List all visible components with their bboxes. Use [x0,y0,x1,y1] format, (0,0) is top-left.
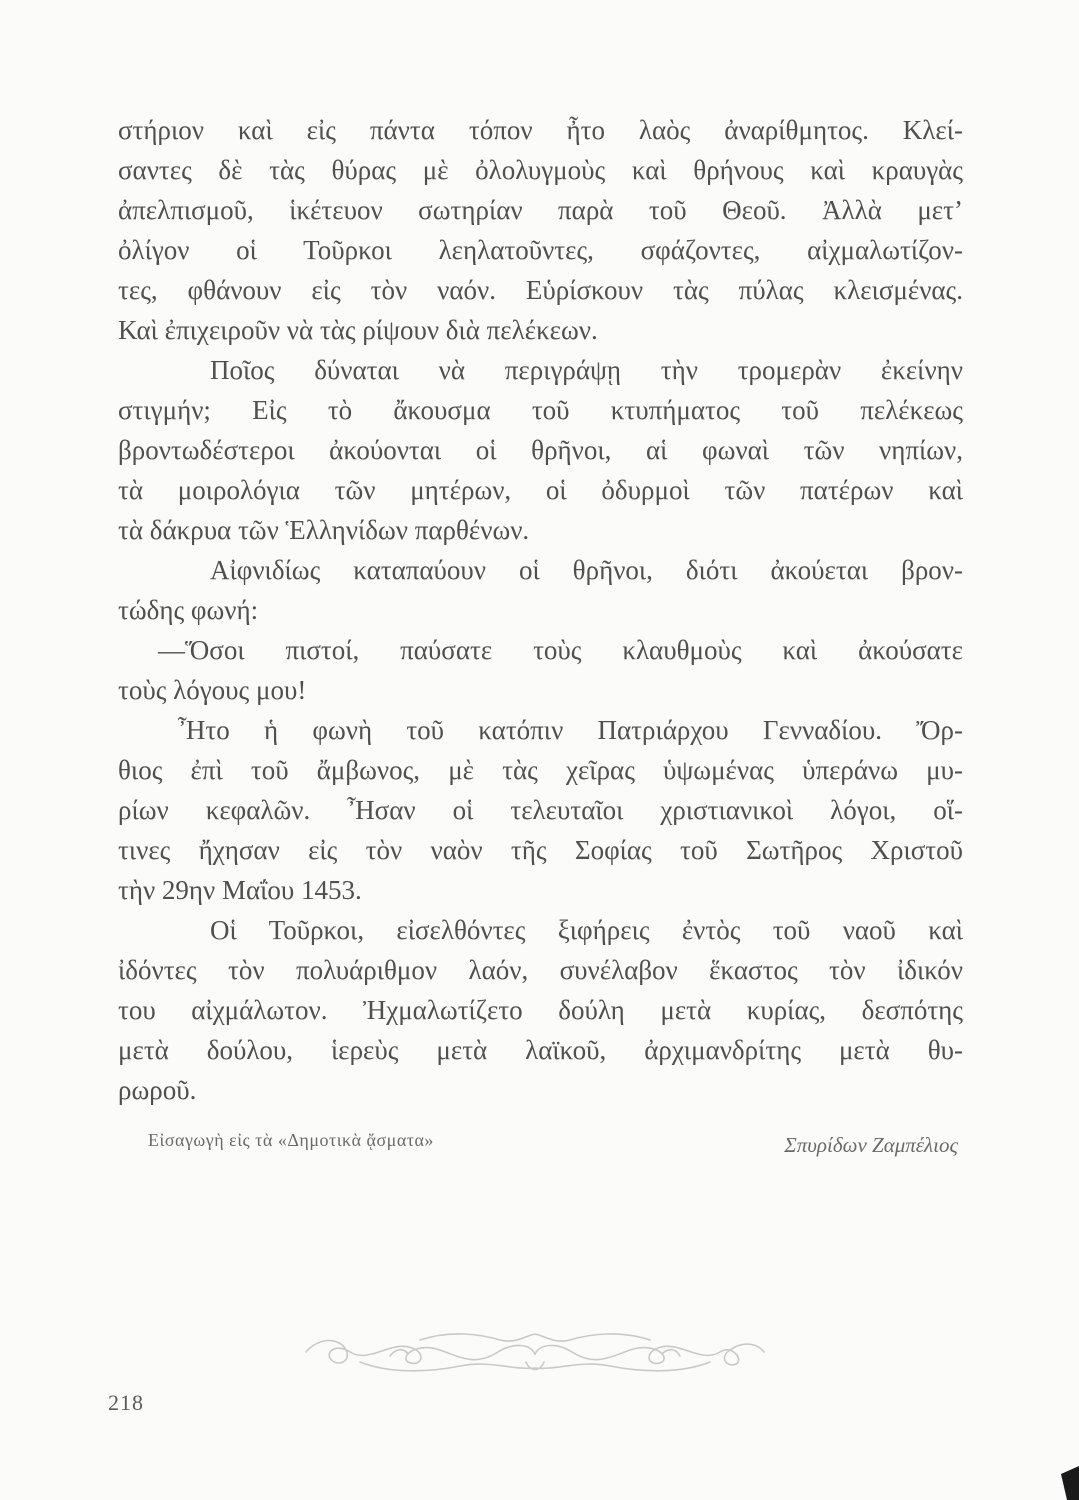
source-attribution [148,1124,958,1156]
text-line: —Ὅσοι πιστοί, παύσατε τοὺς κλαυθμοὺς καὶ ἀκούσατε [158,635,963,665]
text-line: ὀλίγον οἱ Τοῦρκοι λεηλατοῦντες, σφάζοντες, αἰχμαλωτίζον- [118,235,963,265]
text-line: μετὰ δούλου, ἱερεὺς μετὰ λαϊκοῦ, ἀρχιμανδρίτης μετὰ θυ- [118,1035,963,1065]
scan-edge-mark [1059,1460,1079,1500]
text-line: του αἰχμάλωτον. Ἠχμαλωτίζετο δούλη μετὰ κυρίας, δεσπότης [118,995,963,1025]
text-line: στήριον καὶ εἰς πάντα τόπον ἦτο λαὸς ἀναρίθμητος. Κλεί- [118,115,963,145]
text-line: ρίων κεφαλῶν. Ἦσαν οἱ τελευταῖοι χριστιανικοὶ λόγοι, οἵ- [118,795,963,825]
dialogue-paragraph [118,630,963,710]
text-line: ἀπελπισμοῦ, ἱκέτευον σωτηρίαν παρὰ τοῦ Θεοῦ. Ἀλλὰ μετ’ [118,195,963,225]
text-line: ρωροῦ. [118,1075,197,1105]
text-line: Αἰφνιδίως καταπαύουν οἱ θρῆνοι, διότι ἀκούεται βρον- [210,555,963,585]
text-line: βροντωδέστεροι ἀκούονται οἱ θρῆνοι, αἱ φωναὶ τῶν νηπίων, [118,435,963,465]
text-line: θιος ἐπὶ τοῦ ἄμβωνος, μὲ τὰς χεῖρας ὑψωμένας ὑπεράνω μυ- [118,755,963,785]
decorative-ornament [300,1322,770,1384]
text-line: σαντες δὲ τὰς θύρας μὲ ὀλολυγμοὺς καὶ θρήνους καὶ κραυγὰς [118,155,963,185]
text-line: Ἦτο ἡ φωνὴ τοῦ κατόπιν Πατριάρχου Γενναδίου. Ὄρ- [178,715,963,745]
body-text [118,110,963,1110]
text-line: τὰ μοιρολόγια τῶν μητέρων, οἱ ὀδυρμοὶ τῶν πατέρων καὶ [118,475,963,505]
paragraph [118,710,963,910]
text-line: Ποῖος δύναται νὰ περιγράψῃ τὴν τρομερὰν ἐκείνην [210,355,963,385]
text-line: τινες ἤχησαν εἰς τὸν ναὸν τῆς Σοφίας τοῦ Σωτῆρος Χριστοῦ [118,835,963,865]
text-line: ἰδόντες τὸν πολυάριθμον λαόν, συνέλαβον ἕκαστος τὸν ἰδικόν [118,955,963,985]
paragraph [118,110,963,350]
text-line: τὰ δάκρυα τῶν Ἑλληνίδων παρθένων. [118,515,530,545]
paragraph [118,910,963,1110]
source-author: Σπυρίδων Ζαμπέλιος [784,1132,958,1157]
text-line: Καὶ ἐπιχειροῦν νὰ τὰς ρίψουν διὰ πελέκεων. [118,315,598,345]
text-line: τες, φθάνουν εἰς τὸν ναόν. Εὑρίσκουν τὰς πύλας κλεισμένας. [118,275,963,305]
paragraph [118,550,963,630]
page-number: 218 [108,1390,144,1415]
paragraph [118,350,963,550]
text-line: τώδης φωνή: [118,595,259,625]
text-line: στιγμήν; Εἰς τὸ ἄκουσμα τοῦ κτυπήματος τοῦ πελέκεως [118,395,963,425]
text-line: τὴν 29ην Μαΐου 1453. [118,875,362,905]
text-line: τοὺς λόγους μου! [118,675,307,705]
source-work-title: Εἰσαγωγὴ εἰς τὰ «Δημοτικὰ ᾄσματα» [148,1129,434,1150]
text-line: Οἱ Τοῦρκοι, εἰσελθόντες ξιφήρεις ἐντὸς τοῦ ναοῦ καὶ [210,915,963,945]
